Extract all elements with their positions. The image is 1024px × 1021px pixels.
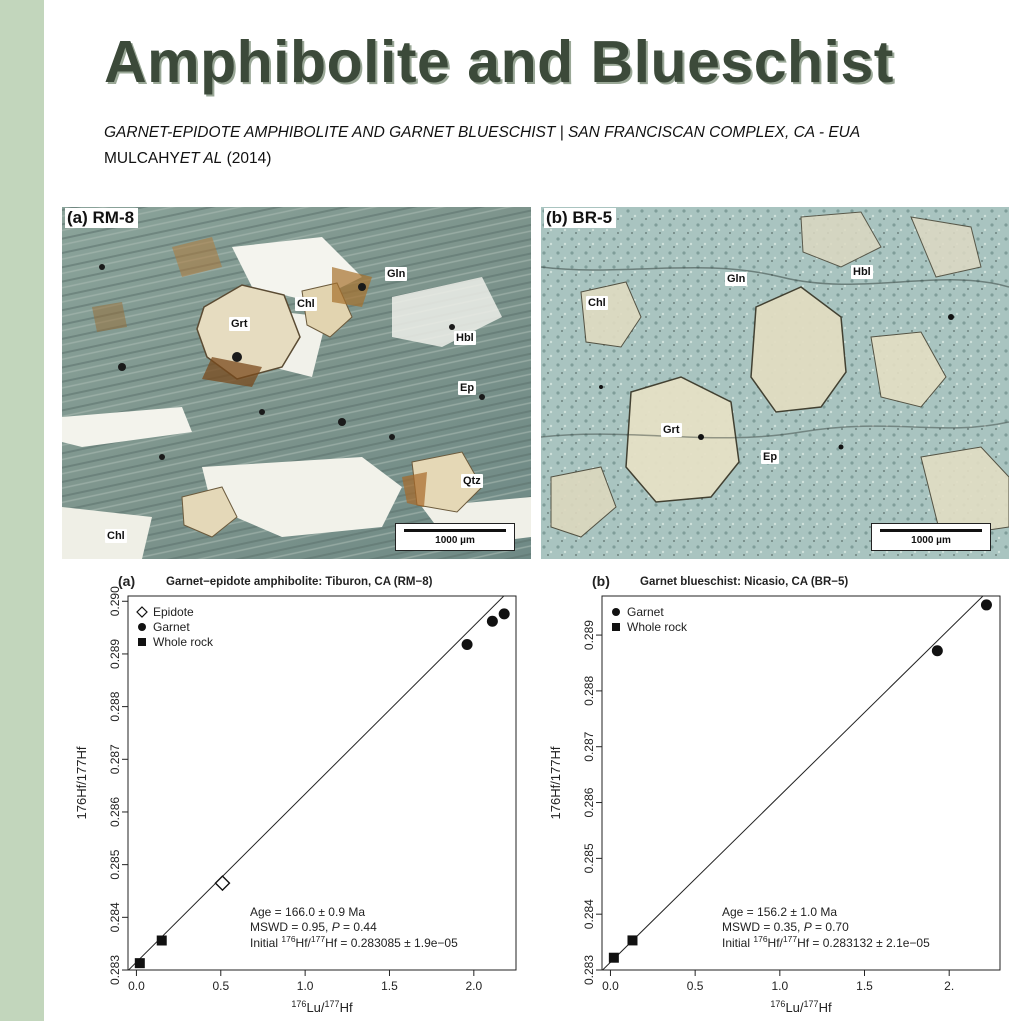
mineral-label-chl-2: Chl [107, 530, 125, 542]
data-point-garnet [462, 639, 473, 650]
legend-marker-whole-rock [138, 638, 146, 646]
slide-subtitle [104, 120, 860, 172]
y-tick-label: 0.288 [582, 675, 597, 706]
x-tick-label: 0.5 [686, 979, 704, 993]
y-axis-label: 176Hf/177Hf [74, 746, 89, 820]
legend-marker-garnet [612, 608, 620, 616]
y-tick-label: 0.285 [108, 849, 123, 880]
chart-panel-label: (a) [118, 573, 136, 589]
data-point-garnet [487, 616, 498, 627]
mineral-label-grt: Grt [663, 424, 680, 436]
data-point-whole-rock [157, 936, 167, 946]
mineral-label-hbl: Hbl [853, 266, 871, 278]
annotation-initial: Initial $^{176}$Hf/$^{177}$Hf = 0.283132 ± 2.1e−05 [722, 934, 930, 950]
annotation-initial: Initial $^{176}$Hf/$^{177}$Hf = 0.283085 ± 1.9e−05 [250, 934, 458, 950]
y-tick-label: 0.286 [108, 796, 123, 827]
x-tick-label: 2. [944, 979, 955, 993]
x-tick-label: 2.0 [465, 979, 483, 993]
isochron-chart-rm8 [70, 572, 530, 1015]
y-tick-label: 0.283 [582, 954, 597, 986]
mineral-label-qtz: Qtz [463, 475, 481, 487]
annotation-mswd: MSWD = 0.95, P = 0.44 [250, 920, 377, 934]
y-axis-label: 176Hf/177Hf [548, 746, 563, 820]
isochron-chart-br5 [548, 572, 1012, 1015]
legend-marker-whole-rock [612, 623, 620, 631]
x-axis-label: $^{176}$Lu/$^{177}$Hf [291, 999, 353, 1015]
subtitle-author: MULCAHY [104, 150, 180, 167]
scale-bar-br5 [871, 523, 991, 551]
legend-marker-epidote [137, 607, 147, 617]
photo-label-br5: (b) BR-5 [544, 208, 616, 228]
y-tick-label: 0.284 [108, 902, 123, 933]
x-tick-label: 0.0 [128, 979, 145, 993]
data-point-whole-rock [627, 935, 637, 945]
photo-label-rm8: (a) RM-8 [65, 208, 138, 228]
data-point-epidote [215, 876, 229, 890]
mineral-label-ep: Ep [460, 382, 475, 394]
x-tick-label: 0.5 [212, 979, 230, 993]
annotation-age: Age = 166.0 ± 0.9 Ma [250, 905, 365, 919]
y-tick-label: 0.283 [108, 954, 123, 986]
scale-bar-rm8 [395, 523, 515, 551]
mineral-label-hbl: Hbl [456, 332, 474, 344]
annotation-mswd: MSWD = 0.35, P = 0.70 [722, 920, 849, 934]
mineral-label-gln: Gln [727, 273, 746, 285]
mineral-label-grt: Grt [231, 318, 248, 330]
x-tick-label: 0.0 [602, 979, 619, 993]
y-tick-label: 0.289 [582, 620, 597, 651]
data-point-whole-rock [135, 958, 145, 968]
data-point-garnet [499, 608, 510, 619]
x-tick-label: 1.5 [381, 979, 398, 993]
y-tick-label: 0.285 [582, 843, 597, 874]
subtitle-line: GARNET-EPIDOTE AMPHIBOLITE AND GARNET BLUESCHIST | SAN FRANCISCAN COMPLEX, CA - EUA [104, 124, 861, 141]
decorative-side-bar [0, 0, 44, 1021]
isochron-chart-br5-svg [548, 572, 1012, 1015]
x-tick-label: 1.0 [296, 979, 314, 993]
mineral-label-chl: Chl [588, 297, 606, 309]
isochron-chart-rm8-svg [70, 572, 530, 1015]
data-point-whole-rock [609, 953, 619, 963]
legend-label: Whole rock [153, 635, 214, 649]
mineral-label-chl: Chl [297, 298, 315, 310]
scale-bar-label: 1000 µm [435, 535, 475, 546]
photomicrograph-br5-image [541, 207, 1009, 559]
photomicrograph-br5 [541, 207, 1009, 559]
x-tick-label: 1.5 [856, 979, 873, 993]
chart-title: Garnet blueschist: Nicasio, CA (BR−5) [640, 576, 849, 588]
chart-title: Garnet−epidote amphibolite: Tiburon, CA (RM−8) [166, 576, 433, 588]
legend-label: Epidote [153, 605, 194, 619]
scale-bar-label: 1000 µm [911, 535, 951, 546]
legend-label: Garnet [627, 605, 664, 619]
y-tick-label: 0.284 [582, 899, 597, 930]
subtitle-year: (2014) [226, 150, 272, 167]
mineral-label-gln: Gln [387, 268, 406, 280]
data-point-garnet [932, 645, 943, 656]
y-tick-label: 0.288 [108, 691, 123, 722]
y-tick-label: 0.290 [108, 586, 123, 617]
y-tick-label: 0.287 [582, 731, 597, 762]
subtitle-etal: ET AL [179, 150, 223, 167]
mineral-label-ep: Ep [763, 451, 778, 463]
annotation-age: Age = 156.2 ± 1.0 Ma [722, 905, 837, 919]
x-tick-label: 1.0 [771, 979, 789, 993]
chart-panel-label: (b) [592, 573, 610, 589]
y-tick-label: 0.287 [108, 744, 123, 775]
legend-label: Whole rock [627, 620, 688, 634]
x-axis-label: $^{176}$Lu/$^{177}$Hf [770, 999, 832, 1015]
legend-label: Garnet [153, 620, 190, 634]
y-tick-label: 0.286 [582, 787, 597, 818]
legend-marker-garnet [138, 623, 146, 631]
slide-title: Amphibolite and Blueschist [104, 29, 894, 95]
data-point-garnet [981, 599, 992, 610]
y-tick-label: 0.289 [108, 638, 123, 669]
photomicrograph-rm8 [62, 207, 531, 559]
